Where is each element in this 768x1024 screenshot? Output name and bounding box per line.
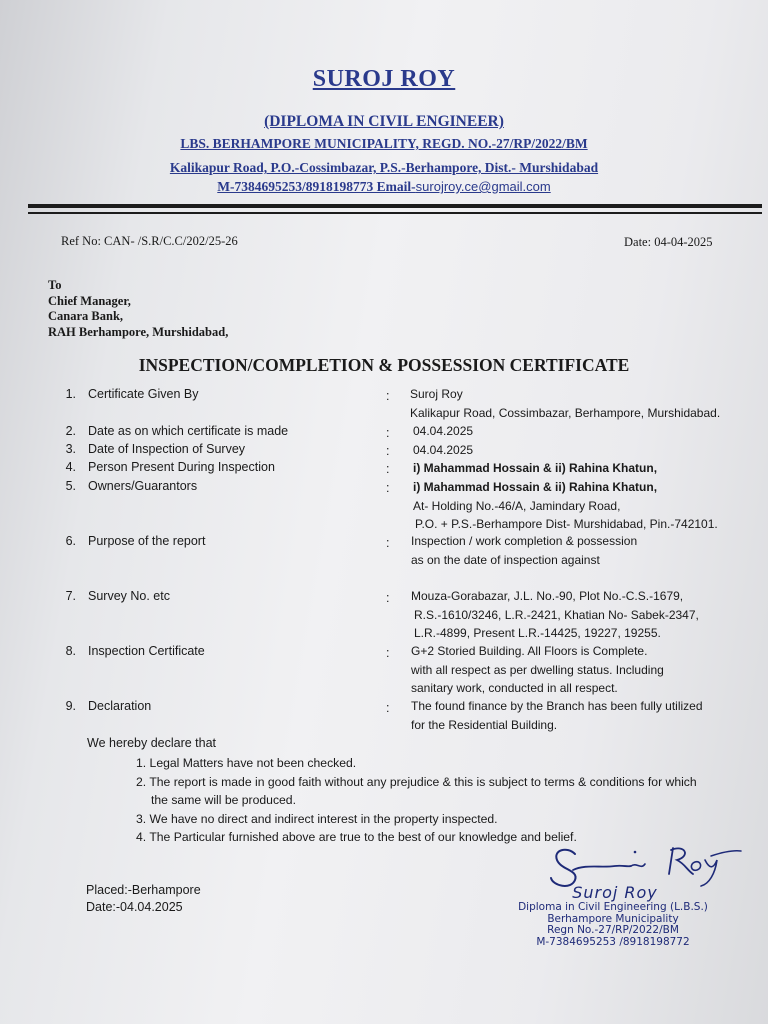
item-number: 7.	[65, 589, 76, 603]
item-label: Certificate Given By	[88, 387, 199, 401]
stamp-name: Suroj Roy	[572, 883, 658, 902]
value-line: The found finance by the Branch has been fully utilized	[411, 699, 703, 713]
value-line: with all respect as per dwelling status. Including	[411, 662, 664, 677]
stamp-line: Diploma in Civil Engineering (L.B.S.)	[518, 901, 708, 913]
declaration-intro: We hereby declare that	[87, 736, 217, 750]
item-value	[411, 697, 703, 734]
contact-phones: M-7384695253/8918198773 Email-	[217, 179, 416, 194]
item-colon: :	[386, 444, 390, 458]
item-colon: :	[386, 536, 390, 550]
item-number: 6.	[65, 534, 76, 548]
item-label: Survey No. etc	[88, 589, 170, 603]
value-line: as on the date of inspection against	[411, 552, 600, 567]
stamp-line: Regn No.-27/RP/2022/BM	[547, 924, 679, 936]
ref-number: Ref No: CAN- /S.R/C.C/202/25-26	[61, 234, 238, 248]
letterhead-qualification: (DIPLOMA IN CIVIL ENGINEER)	[264, 113, 504, 130]
placed: Placed:-Berhampore	[86, 883, 201, 897]
item-value	[410, 385, 720, 422]
item-number: 2.	[65, 424, 76, 438]
item-value	[413, 459, 657, 478]
declaration-item: 4. The Particular furnished above are true to the best of our knowledge and belief.	[136, 830, 577, 844]
item-value	[411, 532, 637, 569]
item-value	[413, 441, 473, 460]
certificate-title: INSPECTION/COMPLETION & POSSESSION CERTIFICATE	[138, 355, 630, 375]
item-label: Declaration	[88, 699, 152, 713]
value-line: i) Mahammad Hossain & ii) Rahina Khatun,	[413, 461, 658, 475]
item-value	[413, 478, 718, 534]
letterhead-contact	[0, 179, 768, 195]
recipient-line: RAH Berhampore, Murshidabad,	[48, 324, 229, 339]
item-number: 3.	[65, 442, 76, 456]
footer-date: Date:-04.04.2025	[86, 900, 183, 914]
stamp-line: M-7384695253 /8918198772	[536, 935, 690, 948]
declaration-item: 1. Legal Matters have not been checked.	[136, 756, 357, 770]
item-label: Inspection Certificate	[88, 644, 205, 658]
item-value	[413, 422, 473, 441]
value-line: L.R.-4899, Present L.R.-14425, 19227, 19255.	[414, 626, 661, 640]
item-number: 1.	[65, 387, 76, 401]
item-label: Date as on which certificate is made	[88, 424, 289, 438]
recipient-block	[48, 278, 228, 340]
item-number: 8.	[65, 644, 76, 658]
stamp-line: Berhampore Municipality	[547, 912, 679, 925]
value-line: Kalikapur Road, Cossimbazar, Berhampore, Murshidabad.	[410, 405, 721, 420]
value-line: R.S.-1610/3246, L.R.-2421, Khatian No- Sabek-2347,	[414, 607, 699, 622]
item-colon: :	[386, 591, 390, 605]
item-label: Date of Inspection of Survey	[88, 442, 246, 456]
value-line: At- Holding No.-46/A, Jamindary Road,	[413, 498, 621, 513]
header-rule-thick	[28, 204, 762, 208]
letterhead-registration: LBS. BERHAMPORE MUNICIPALITY, REGD. NO.-27/RP/2022/BM	[180, 136, 588, 151]
declaration-item: 2. The report is made in good faith without any prejudice & this is subject to terms & conditions for which	[136, 774, 697, 789]
value-line: Inspection / work completion & possession	[411, 534, 638, 548]
value-line: i) Mahammad Hossain & ii) Rahina Khatun,	[413, 480, 658, 494]
letter-date: Date: 04-04-2025	[624, 235, 713, 249]
recipient-line: To	[48, 278, 62, 292]
item-colon: :	[386, 481, 390, 495]
value-line: sanitary work, conducted in all respect.	[411, 681, 618, 695]
value-line: Mouza-Gorabazar, J.L. No.-90, Plot No.-C.S.-1679,	[411, 589, 684, 603]
letterhead-name: SUROJ ROY	[312, 66, 456, 92]
item-number: 5.	[65, 479, 76, 493]
value-line: 04.04.2025	[413, 443, 474, 457]
recipient-line: Canara Bank,	[48, 309, 124, 323]
item-number: 4.	[65, 460, 76, 474]
value-line: for the Residential Building.	[411, 717, 558, 732]
value-line: 04.04.2025	[413, 424, 474, 438]
recipient-line: Chief Manager,	[48, 293, 131, 308]
item-colon: :	[386, 701, 390, 715]
header-rule-thin	[28, 212, 762, 214]
item-number: 9.	[65, 699, 76, 713]
item-value	[411, 587, 699, 643]
stamp-details	[506, 902, 720, 948]
value-line: Suroj Roy	[410, 387, 463, 401]
item-colon: :	[386, 462, 390, 476]
item-colon: :	[386, 426, 390, 440]
declaration-list	[136, 754, 697, 847]
value-line: P.O. + P.S.-Berhampore Dist- Murshidabad, Pin.-742101.	[415, 517, 718, 531]
contact-email: surojroy.ce@gmail.com	[415, 179, 551, 194]
item-colon: :	[386, 646, 390, 660]
item-value	[411, 642, 664, 698]
item-label: Purpose of the report	[88, 534, 206, 548]
item-label: Owners/Guarantors	[88, 479, 198, 493]
value-line: G+2 Storied Building. All Floors is Complete.	[411, 644, 648, 658]
letterhead-address: Kalikapur Road, P.O.-Cossimbazar, P.S.-Berhampore, Dist.- Murshidabad	[169, 160, 599, 175]
declaration-item: 3. We have no direct and indirect interest in the property inspected.	[136, 811, 498, 826]
item-colon: :	[386, 389, 390, 403]
declaration-item: the same will be produced.	[151, 793, 296, 807]
item-label: Person Present During Inspection	[88, 460, 275, 474]
